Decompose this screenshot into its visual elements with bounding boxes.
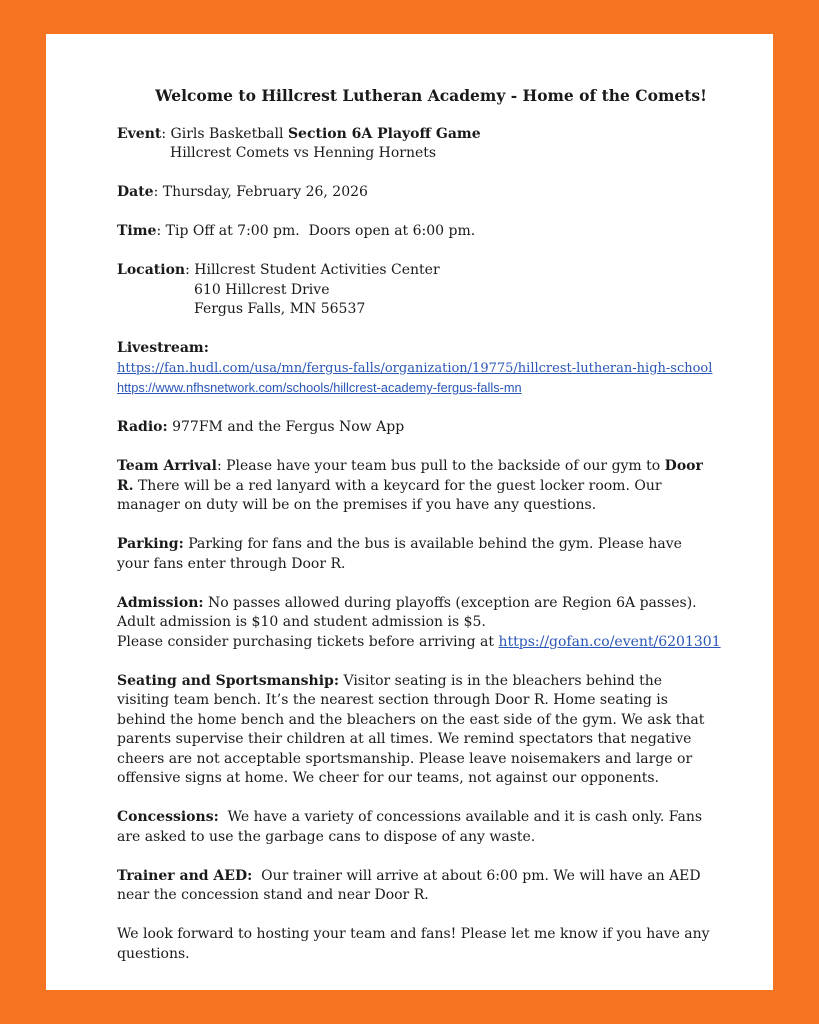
parking-label: Parking:: [117, 536, 184, 552]
event-matchup: Hillcrest Comets vs Henning Hornets: [170, 145, 437, 161]
page-title: Welcome to Hillcrest Lutheran Academy - Home of the Comets!: [155, 86, 707, 105]
concessions-text: We have a variety of concessions available and it is cash only. Fans are asked to use the garbage cans to dispose of any waste.: [117, 809, 703, 845]
radio-section: [117, 418, 717, 438]
team-arrival-text: : Please have your team bus pull to the backside of our gym to: [216, 458, 665, 474]
admission-section: [117, 594, 721, 653]
closing-section: [117, 925, 717, 964]
concessions-label: Concessions:: [117, 809, 219, 825]
document-page: [46, 34, 773, 990]
time-label: Time: [117, 223, 157, 239]
concessions-section: [117, 808, 717, 847]
nfhs-link[interactable]: https://www.nfhsnetwork.com/schools/hillcrest-academy-fergus-falls-mn: [117, 380, 522, 395]
gofan-link[interactable]: https://gofan.co/event/6201301: [498, 633, 721, 650]
location-label: Location: [117, 262, 186, 278]
event-label: Event: [117, 125, 162, 142]
date-value: Thursday, February 26, 2026: [162, 184, 368, 200]
event-section: Event: Girls Basketball Section 6A Playoff Game Hillcrest Comets vs Henning Hornets: [117, 125, 717, 164]
radio-label: Radio:: [117, 419, 168, 435]
team-arrival-label: Team Arrival: [117, 458, 217, 474]
parking-section: [117, 535, 717, 574]
location-section: Location: Hillcrest Student Activities Center 610 Hillcrest Drive Fergus Falls, MN 56537: [117, 261, 717, 320]
admission-label: Admission:: [117, 594, 204, 611]
location-city: Fergus Falls, MN 56537: [194, 301, 366, 317]
time-value: Tip Off at 7:00 pm. Doors open at 6:00 pm.: [165, 223, 476, 239]
date-label: Date: [117, 184, 154, 200]
seating-section: [117, 672, 717, 789]
date-section: Date: Thursday, February 26, 2026: [117, 184, 368, 200]
radio-value: 977FM and the Fergus Now App: [172, 419, 405, 435]
team-arrival-details: There will be a red lanyard with a keycard for the guest locker room. Our manager on duty will be on the premises if you have any questions.: [117, 477, 662, 513]
seating-label: Seating and Sportsmanship:: [117, 672, 339, 689]
trainer-section: [117, 867, 717, 906]
livestream-section: [117, 339, 717, 399]
parking-text: Parking for fans and the bus is available behind the gym. Please have your fans enter through Door R.: [117, 536, 682, 572]
admission-purchase-text: Please consider purchasing tickets before arriving at: [117, 633, 499, 650]
trainer-label: Trainer and AED:: [117, 867, 253, 884]
closing-text: We look forward to hosting your team and fans! Please let me know if you have any questions.: [117, 926, 710, 962]
event-game: Section 6A Playoff Game: [287, 125, 481, 142]
admission-text: No passes allowed during playoffs (exception are Region 6A passes). Adult admission is $10 and student admission is $5.: [117, 594, 697, 630]
livestream-label: Livestream:: [117, 340, 209, 356]
time-section: Time: Tip Off at 7:00 pm. Doors open at 6:00 pm.: [117, 223, 476, 239]
document-body: [117, 86, 721, 984]
hudl-link[interactable]: https://fan.hudl.com/usa/mn/fergus-falls/organization/19775/hillcrest-lutheran-high-school: [117, 360, 713, 376]
team-arrival-door: Door R.: [117, 458, 703, 494]
event-sport: Girls Basketball: [170, 125, 288, 142]
location-venue: Hillcrest Student Activities Center: [194, 262, 440, 278]
seating-text: Visitor seating is in the bleachers behind the visiting team bench. It’s the nearest section through Door R. Home seating is behind the home bench and the bleachers on the east side of the gym. We ask that parents supervise their children at all times. We remind spectators that negative cheers are not acceptable sportsmanship. Please leave noisemakers and large or offensive signs at home. We cheer for our teams, not against our opponents.: [117, 672, 705, 786]
team-arrival-section: [117, 457, 717, 516]
location-street: 610 Hillcrest Drive: [194, 281, 330, 298]
trainer-text: Our trainer will arrive at about 6:00 pm. We will have an AED near the concession stand and near Door R.: [117, 867, 701, 903]
